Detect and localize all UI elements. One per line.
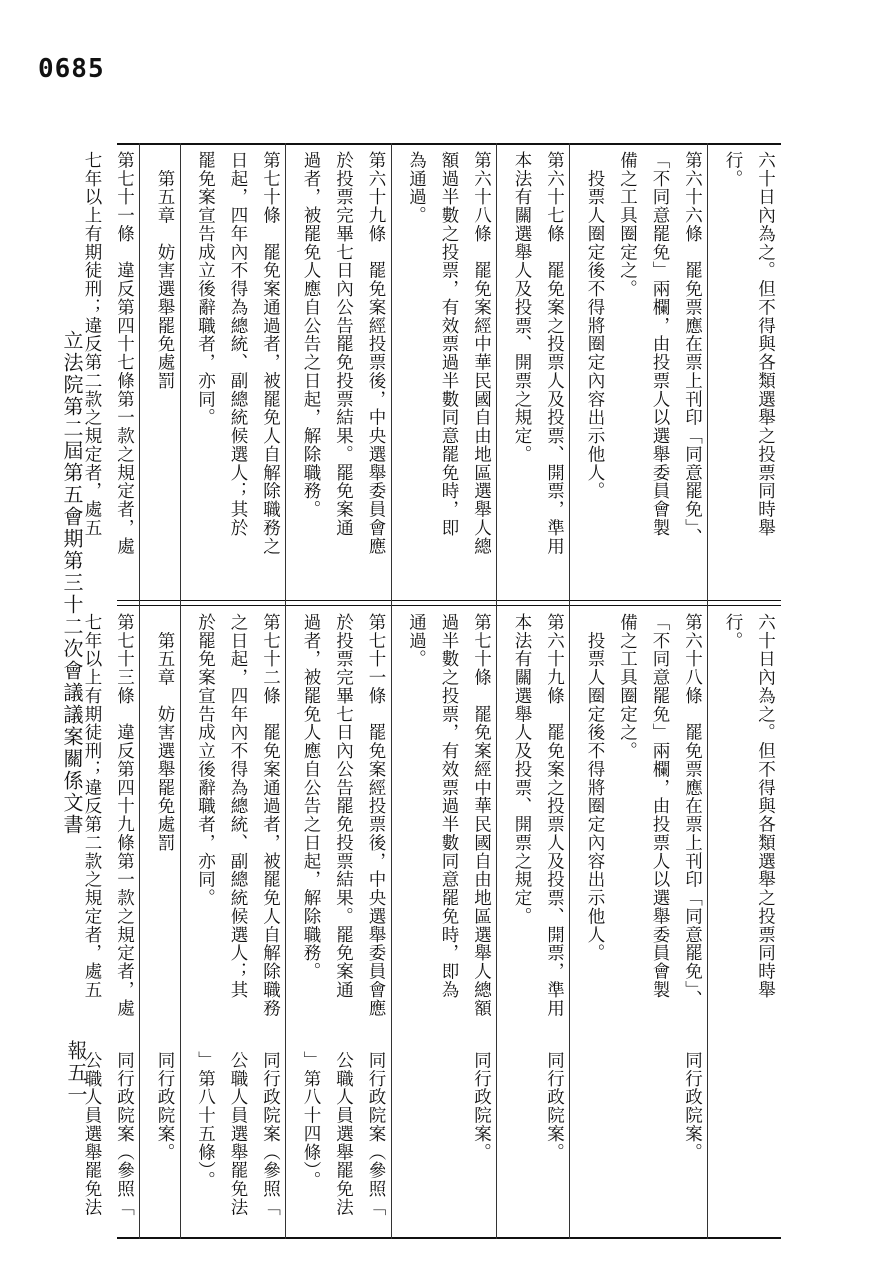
text-line: 過者，被罷免人應自公告之日起，解除職務。 <box>301 151 321 519</box>
text-column <box>532 1051 568 1233</box>
row-separator <box>707 143 708 1239</box>
middle-rule <box>117 600 781 601</box>
text-line: 第六十九條 罷免案之投票人及投票、開票，準用 <box>544 613 565 1018</box>
text-line: 備之工具圈定之。 <box>617 613 638 760</box>
text-column <box>248 151 284 596</box>
text-column <box>605 151 641 596</box>
text-column <box>248 613 284 1043</box>
text-column <box>102 151 138 596</box>
text-column <box>572 151 608 596</box>
text-column <box>69 1051 105 1233</box>
text-column <box>321 151 357 596</box>
text-column <box>353 613 389 1043</box>
text-column <box>394 613 430 1043</box>
text-column <box>743 613 779 1043</box>
text-column <box>102 1051 138 1233</box>
text-column <box>183 151 219 596</box>
text-line: 同行政院案（參照「 <box>366 1051 386 1217</box>
text-line: 同行政院案（參照「 <box>260 1051 281 1217</box>
text-line: 同行政院案。 <box>471 1051 492 1162</box>
text-line: 投票人圈定後不得將圈定內容出示他人。 <box>585 613 605 963</box>
text-column <box>426 151 462 596</box>
text-line: 過半數之投票，有效票過半數同意罷免時，即為 <box>439 613 459 999</box>
text-line: 第七十條 罷免案經中華民國自由地區選舉人總額 <box>471 613 492 1018</box>
row-separator <box>285 143 286 1239</box>
text-column <box>426 613 462 1043</box>
text-column <box>743 151 779 596</box>
text-column <box>353 151 389 596</box>
text-line: 通過。 <box>406 613 427 669</box>
row-separator <box>391 143 392 1239</box>
text-line: 之日起，四年內不得為總統、副總統候選人；其 <box>228 613 248 999</box>
text-line: 「不同意罷免」兩欄，由投票人以選舉委員會製 <box>650 151 670 537</box>
text-column <box>321 1051 357 1233</box>
text-column <box>248 1051 284 1233</box>
text-column <box>572 613 608 1043</box>
text-line: 備之工具圈定之。 <box>617 151 638 298</box>
text-line: 過者，被罷免人應自公告之日起，解除職務。 <box>301 613 321 981</box>
text-column <box>670 613 706 1043</box>
running-title: 立法院第二屆第五會期第三十二次會議議案關係文書 <box>60 330 84 836</box>
text-line: 日起，四年內不得為總統、副總統候選人；其於 <box>228 151 248 537</box>
text-line: 於投票完畢七日內公告罷免投票結果。罷免案通 <box>333 151 354 537</box>
row-separator <box>139 143 140 1239</box>
text-line: 六十日內為之。但不得與各類選舉之投票同時舉 <box>755 613 776 999</box>
text-column <box>637 613 673 1043</box>
text-line: 第六十八條 罷免案經中華民國自由地區選舉人總 <box>471 151 492 556</box>
note-band <box>82 1051 781 1233</box>
journal-page-label: 報五一 <box>64 1040 88 1106</box>
text-line: 同行政院案。 <box>155 1051 175 1162</box>
text-column <box>670 1051 706 1233</box>
text-line: 同行政院案。 <box>544 1051 565 1162</box>
text-line: 第六十九條 罷免案經投票後，中央選舉委員會應 <box>366 151 386 556</box>
text-column <box>532 613 568 1043</box>
text-column <box>142 1051 178 1233</box>
text-line: 同行政院案。 <box>682 1051 703 1162</box>
text-column <box>183 1051 219 1233</box>
text-line: 公職人員選舉罷免法 <box>333 1051 354 1217</box>
row-separator <box>180 143 181 1239</box>
text-column <box>288 151 324 596</box>
text-line: 七年以上有期徒刑；違反第二款之規定者，處五 <box>82 613 102 999</box>
text-column <box>532 151 568 596</box>
text-line: 額過半數之投票，有效票過半數同意罷免時，即 <box>439 151 459 537</box>
text-column <box>142 613 178 1043</box>
text-column <box>394 151 430 596</box>
text-column <box>69 151 105 596</box>
text-column <box>710 151 746 596</box>
text-column <box>710 613 746 1043</box>
text-line: 「不同意罷免」兩欄，由投票人以選舉委員會製 <box>650 613 670 999</box>
text-line: 第七十一條 違反第四十七條第一款之規定者，處 <box>114 151 135 556</box>
text-column <box>183 613 219 1043</box>
text-line: 第六十八條 罷免票應在票上刊印「同意罷免」、 <box>682 613 703 1009</box>
text-line: 」第八十四條）。 <box>301 1051 321 1190</box>
text-line: 第七十二條 罷免案通過者，被罷免人自解除職務 <box>260 613 281 1018</box>
text-line: 七年以上有期徒刑；違反第二款之規定者，處五 <box>82 151 102 537</box>
text-line: 第七十三條 違反第四十九條第一款之規定者，處 <box>114 613 135 1018</box>
original-version-band <box>82 613 781 1043</box>
text-line: 第七十條 罷免案通過者，被罷免人自解除職務之 <box>260 151 281 556</box>
row-separator <box>569 143 570 1239</box>
text-column <box>499 613 535 1043</box>
middle-rule-2 <box>117 605 781 606</box>
text-column <box>353 1051 389 1233</box>
text-column <box>215 1051 251 1233</box>
text-line: 行。 <box>723 151 743 188</box>
text-line: 」第八十五條）。 <box>195 1051 216 1190</box>
text-line: 第六十六條 罷免票應在票上刊印「同意罷免」、 <box>682 151 703 547</box>
top-rule <box>117 143 781 145</box>
text-column <box>215 151 251 596</box>
text-line: 第五章 妨害選舉罷免處罰 <box>155 151 175 390</box>
text-line: 本法有關選舉人及投票、開票之規定。 <box>512 613 532 926</box>
text-line: 第七十一條 罷免案經投票後，中央選舉委員會應 <box>366 613 386 1018</box>
text-column <box>215 613 251 1043</box>
text-column <box>102 613 138 1043</box>
text-line: 公職人員選舉罷免法 <box>82 1051 102 1217</box>
text-column <box>69 613 105 1043</box>
text-column <box>743 1051 779 1233</box>
text-column <box>499 151 535 596</box>
text-line: 公職人員選舉罷免法 <box>228 1051 248 1217</box>
page-number: 0685 <box>38 54 105 84</box>
text-line: 為通過。 <box>406 151 427 225</box>
text-column <box>459 1051 495 1233</box>
text-line: 六十日內為之。但不得與各類選舉之投票同時舉 <box>755 151 776 537</box>
comparison-table <box>82 143 781 1239</box>
text-line: 於投票完畢七日內公告罷免投票結果。罷免案通 <box>333 613 354 999</box>
text-line: 投票人圈定後不得將圈定內容出示他人。 <box>585 151 605 501</box>
text-column <box>288 613 324 1043</box>
text-column <box>637 151 673 596</box>
text-column <box>288 1051 324 1233</box>
text-line: 行。 <box>723 613 743 650</box>
text-column <box>670 151 706 596</box>
bottom-rule <box>117 1237 781 1239</box>
text-column <box>605 613 641 1043</box>
text-line: 第五章 妨害選舉罷免處罰 <box>155 613 175 852</box>
text-line: 罷免案宣告成立後辭職者，亦同。 <box>195 151 216 427</box>
text-line: 本法有關選舉人及投票、開票之規定。 <box>512 151 532 464</box>
text-column <box>142 151 178 596</box>
text-column <box>459 151 495 596</box>
current-version-band <box>82 151 781 596</box>
text-line: 同行政院案（參照「 <box>114 1051 135 1217</box>
text-column <box>321 613 357 1043</box>
row-separator <box>496 143 497 1239</box>
text-column <box>459 613 495 1043</box>
text-line: 於罷免案宣告成立後辭職者，亦同。 <box>195 613 216 907</box>
text-line: 第六十七條 罷免案之投票人及投票、開票，準用 <box>544 151 565 556</box>
